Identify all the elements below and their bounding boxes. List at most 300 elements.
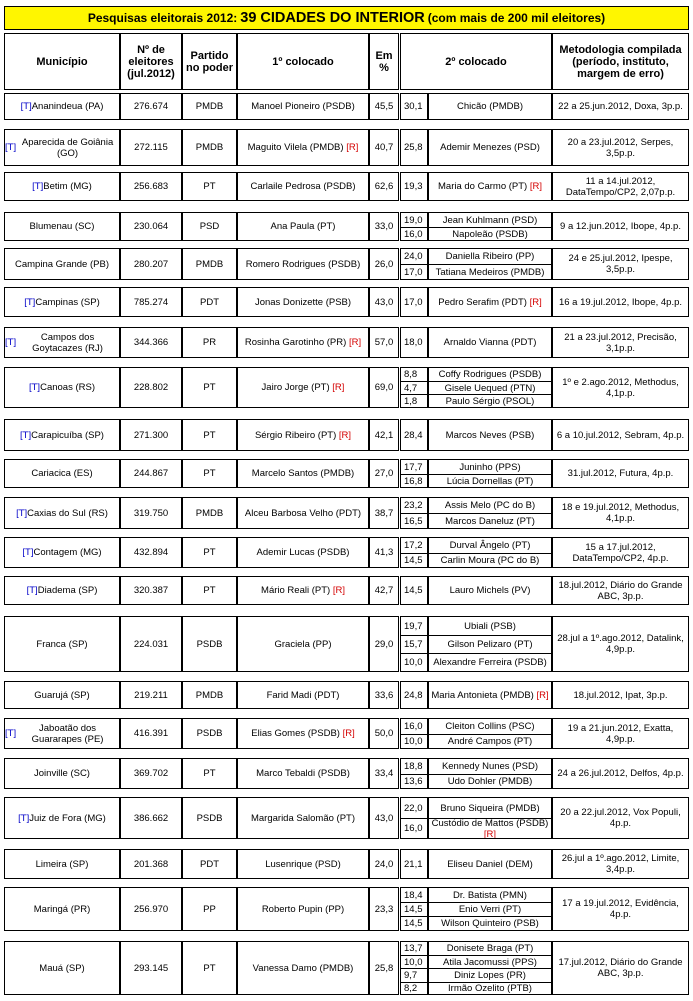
primeiro-text xyxy=(246,259,361,270)
municipio-name: Franca (SP) xyxy=(36,638,88,650)
cell-segundo-name xyxy=(428,419,552,451)
cell-segundo-pct: 15,7 xyxy=(400,635,428,654)
cell-primeiro xyxy=(237,248,369,280)
cell-partido: PSDB xyxy=(182,797,237,839)
cell-municipio xyxy=(4,576,120,605)
segundo-text xyxy=(445,721,534,732)
primeiro-name: Elias Gomes (PSDB) xyxy=(251,728,340,739)
cell-segundo-name xyxy=(428,887,552,903)
cell-segundo-name xyxy=(428,513,552,529)
segundo-text xyxy=(459,904,521,915)
cell-segundo-name xyxy=(428,758,552,775)
segundo-text xyxy=(442,761,538,772)
segundo-name: Arnaldo Vianna (PDT) xyxy=(443,337,537,348)
cell-segundo-pct: 13,7 xyxy=(400,941,428,956)
segundo-name: Daniella Ribeiro (PP) xyxy=(445,251,535,262)
segundo-name: Pedro Serafim (PDT) xyxy=(438,296,527,308)
cell-eleitores: 219.211 xyxy=(120,681,182,709)
primeiro-text xyxy=(245,508,361,519)
cell-segundo-pct: 8,8 xyxy=(400,367,428,382)
cell-municipio xyxy=(4,797,120,839)
municipio-tag: [T] xyxy=(5,142,17,153)
cell-primeiro xyxy=(237,941,369,995)
primeiro-text xyxy=(257,547,350,558)
cell-segundo-pct: 14,5 xyxy=(400,916,428,931)
municipio-name: Campinas (SP) xyxy=(35,296,100,308)
cell-segundo-pct: 28,4 xyxy=(400,419,428,451)
cell-segundo-name xyxy=(428,227,552,241)
cell-municipio xyxy=(4,497,120,529)
cell-municipio xyxy=(4,758,120,789)
cell-primeiro xyxy=(237,849,369,879)
cell-metodologia: 20 a 22.jul.2012, Vox Populi, 4p.p. xyxy=(552,797,689,839)
primeiro-name: Mário Reali (PT) xyxy=(261,585,331,596)
cell-pct: 43,0 xyxy=(369,287,399,317)
header-municipio: Município xyxy=(4,33,120,90)
segundo-name: Wilson Quinteiro (PSB) xyxy=(441,918,539,929)
cell-municipio xyxy=(4,459,120,488)
cell-primeiro xyxy=(237,419,369,451)
cell-segundo-name xyxy=(428,734,552,749)
segundo-name: André Campos (PT) xyxy=(447,736,533,747)
primeiro-name: Marcelo Santos (PMDB) xyxy=(251,468,355,479)
municipio-name: Campos dos Goytacazes (RJ) xyxy=(32,331,103,354)
segundo-name: Carlin Moura (PC do B) xyxy=(440,555,540,566)
cell-segundo-pct: 18,0 xyxy=(400,327,428,358)
segundo-text xyxy=(450,585,531,596)
reelection-tag: [R] xyxy=(338,429,352,441)
segundo-name: Ademir Menezes (PSD) xyxy=(440,142,540,153)
segundo-name: Coffy Rodrigues (PSDB) xyxy=(438,369,542,380)
cell-segundo-name xyxy=(428,576,552,605)
cell-primeiro xyxy=(237,797,369,839)
cell-primeiro xyxy=(237,718,369,749)
segundo-text xyxy=(464,621,516,632)
municipio-name: Betim (MG) xyxy=(43,181,92,192)
cell-segundo-pct: 21,1 xyxy=(400,849,428,879)
segundo-text xyxy=(453,890,527,901)
municipio-name: Diadema (SP) xyxy=(37,585,98,596)
cell-metodologia: 18.jul.2012, Diário do Grande ABC, 3p.p. xyxy=(552,576,689,605)
segundo-text xyxy=(436,267,545,278)
cell-metodologia: 22 a 25.jun.2012, Doxa, 3p.p. xyxy=(552,93,689,120)
cell-metodologia: 6 a 10.jul.2012, Sebram, 4p.p. xyxy=(552,419,689,451)
title-prefix: Pesquisas eleitorais 2012: xyxy=(87,11,238,25)
cell-pct: 33,0 xyxy=(369,212,399,241)
cell-segundo-pct: 10,0 xyxy=(400,955,428,969)
cell-partido: PT xyxy=(182,941,237,995)
cell-partido: PDT xyxy=(182,287,237,317)
reelection-tag: [R] xyxy=(332,585,345,596)
cell-municipio xyxy=(4,327,120,358)
municipio-tag: [T] xyxy=(5,337,17,348)
cell-segundo-pct: 16,0 xyxy=(400,227,428,241)
municipio-name: Campina Grande (PB) xyxy=(15,258,109,270)
segundo-name: Napoleão (PSDB) xyxy=(452,228,528,240)
segundo-text xyxy=(448,983,532,994)
cell-pct: 33,4 xyxy=(369,758,399,789)
cell-segundo-pct: 9,7 xyxy=(400,968,428,983)
cell-primeiro xyxy=(237,93,369,120)
primeiro-name: Ademir Lucas (PSDB) xyxy=(256,547,350,558)
cell-metodologia: 9 a 12.jun.2012, Ibope, 4p.p. xyxy=(552,212,689,241)
cell-partido: PP xyxy=(182,887,237,931)
segundo-name: Irmão Ozelito (PTB) xyxy=(448,983,532,994)
segundo-text xyxy=(433,657,547,668)
cell-metodologia: 31.jul.2012, Futura, 4p.p. xyxy=(552,459,689,488)
cell-segundo-name xyxy=(428,381,552,395)
cell-segundo-pct: 24,0 xyxy=(400,248,428,265)
segundo-text xyxy=(447,943,534,954)
title-highlight: 39 CIDADES DO INTERIOR xyxy=(240,10,425,26)
cell-pct: 42,7 xyxy=(369,576,399,605)
cell-primeiro xyxy=(237,327,369,358)
table-title xyxy=(4,6,689,30)
segundo-text xyxy=(441,555,540,566)
cell-segundo-name xyxy=(428,916,552,931)
segundo-text xyxy=(440,803,539,814)
cell-municipio xyxy=(4,941,120,995)
cell-municipio xyxy=(4,849,120,879)
segundo-name: Diniz Lopes (PR) xyxy=(454,970,526,981)
cell-segundo-name xyxy=(428,982,552,995)
segundo-text xyxy=(457,101,523,112)
cell-pct: 33,6 xyxy=(369,681,399,709)
segundo-text xyxy=(452,229,528,240)
cell-segundo-name xyxy=(428,537,552,554)
segundo-name: Lauro Michels (PV) xyxy=(449,585,531,596)
cell-segundo-name xyxy=(428,797,552,819)
cell-eleitores: 344.366 xyxy=(120,327,182,358)
cell-pct: 29,0 xyxy=(369,616,399,672)
cell-segundo-name xyxy=(428,172,552,201)
cell-eleitores: 369.702 xyxy=(120,758,182,789)
header-primeiro: 1º colocado xyxy=(237,33,369,90)
cell-partido: PSDB xyxy=(182,718,237,749)
cell-pct: 62,6 xyxy=(369,172,399,201)
municipio-name: Limeira (SP) xyxy=(35,858,89,870)
cell-eleitores: 271.300 xyxy=(120,419,182,451)
cell-municipio xyxy=(4,718,120,749)
segundo-text xyxy=(448,736,532,747)
municipio-tag: [T] xyxy=(5,728,17,739)
primeiro-name: Maguito Vilela (PMDB) xyxy=(247,142,344,153)
segundo-name: Lúcia Dornellas (PT) xyxy=(446,475,534,487)
reelection-tag: [R] xyxy=(332,382,345,393)
primeiro-text xyxy=(261,585,345,596)
municipio-name: Aparecida de Goiânia (GO) xyxy=(21,136,114,159)
primeiro-name: Sérgio Ribeiro (PT) xyxy=(254,429,337,441)
cell-segundo-name xyxy=(428,774,552,789)
cell-eleitores: 256.683 xyxy=(120,172,182,201)
segundo-text xyxy=(446,430,535,441)
cell-segundo-pct: 10,0 xyxy=(400,653,428,672)
segundo-text xyxy=(438,297,541,308)
cell-segundo-name xyxy=(428,459,552,475)
primeiro-text xyxy=(274,639,331,650)
primeiro-text xyxy=(251,101,355,112)
cell-segundo-pct: 8,2 xyxy=(400,982,428,995)
cell-eleitores: 319.750 xyxy=(120,497,182,529)
segundo-name: Ubiali (PSB) xyxy=(464,620,516,632)
segundo-name: Maria do Carmo (PT) xyxy=(438,181,528,192)
cell-partido: PDT xyxy=(182,849,237,879)
primeiro-text xyxy=(262,382,345,393)
cell-segundo-name xyxy=(428,718,552,735)
cell-primeiro xyxy=(237,497,369,529)
municipio-name: Jaboatão dos Guararapes (PE) xyxy=(31,722,104,745)
primeiro-text xyxy=(265,859,341,870)
cell-segundo-name xyxy=(428,287,552,317)
title-suffix: (com mais de 200 mil eleitores) xyxy=(427,11,606,25)
segundo-text xyxy=(446,251,535,262)
cell-municipio xyxy=(4,537,120,568)
cell-metodologia: 26.jul a 1º.ago.2012, Limite, 3,4p.p. xyxy=(552,849,689,879)
segundo-name: Jean Kuhlmann (PSD) xyxy=(442,214,538,226)
cell-partido: PMDB xyxy=(182,93,237,120)
cell-pct: 23,3 xyxy=(369,887,399,931)
segundo-text xyxy=(447,859,533,870)
cell-pct: 45,5 xyxy=(369,93,399,120)
cell-segundo-pct: 17,2 xyxy=(400,537,428,554)
cell-segundo-pct: 16,5 xyxy=(400,513,428,529)
municipio-name: Joinville (SC) xyxy=(34,768,90,779)
cell-primeiro xyxy=(237,537,369,568)
primeiro-text xyxy=(250,181,355,192)
cell-pct: 27,0 xyxy=(369,459,399,488)
municipio-name: Ananindeua (PA) xyxy=(31,101,104,112)
cell-primeiro xyxy=(237,681,369,709)
cell-segundo-name xyxy=(428,93,552,120)
cell-segundo-pct: 1,8 xyxy=(400,394,428,408)
primeiro-name: Farid Madi (PDT) xyxy=(266,689,340,701)
municipio-tag: [T] xyxy=(22,547,34,558)
primeiro-text xyxy=(251,728,354,739)
cell-primeiro xyxy=(237,212,369,241)
cell-municipio xyxy=(4,681,120,709)
cell-metodologia: 20 a 23.jul.2012, Serpes, 3,5p.p. xyxy=(552,129,689,166)
cell-partido: PT xyxy=(182,537,237,568)
municipio-tag: [T] xyxy=(20,429,32,441)
segundo-name: Udo Dohler (PMDB) xyxy=(447,776,533,787)
segundo-text xyxy=(448,639,533,650)
cell-municipio xyxy=(4,93,120,120)
segundo-name: Maria Antonieta (PMDB) xyxy=(431,689,534,701)
segundo-name: Gilson Pelizaro (PT) xyxy=(447,639,533,650)
segundo-name: Kennedy Nunes (PSD) xyxy=(441,761,539,772)
segundo-name: Gisele Uequed (PTN) xyxy=(444,382,536,394)
cell-eleitores: 244.867 xyxy=(120,459,182,488)
cell-eleitores: 228.802 xyxy=(120,367,182,408)
segundo-name: Donisete Braga (PT) xyxy=(446,943,534,954)
segundo-name: Paulo Sérgio (PSOL) xyxy=(445,395,535,407)
segundo-name: Atila Jacomussi (PPS) xyxy=(443,956,537,968)
municipio-name: Caxias do Sul (RS) xyxy=(27,507,108,519)
cell-municipio xyxy=(4,419,120,451)
cell-segundo-pct: 19,0 xyxy=(400,212,428,228)
cell-municipio xyxy=(4,172,120,201)
reelection-tag: [R] xyxy=(529,296,542,308)
municipio-name: Blumenau (SC) xyxy=(29,221,95,232)
primeiro-text xyxy=(255,297,351,308)
primeiro-name: Rosinha Garotinho (PR) xyxy=(244,337,347,348)
cell-partido: PT xyxy=(182,367,237,408)
municipio-name: Mauá (SP) xyxy=(39,962,85,974)
cell-primeiro xyxy=(237,887,369,931)
cell-segundo-pct: 16,0 xyxy=(400,718,428,735)
reelection-tag: [R] xyxy=(536,689,549,701)
segundo-name: Eliseu Daniel (DEM) xyxy=(447,858,533,870)
cell-partido: PSDB xyxy=(182,616,237,672)
municipio-tag: [T] xyxy=(26,585,38,596)
cell-primeiro xyxy=(237,367,369,408)
cell-pct: 26,0 xyxy=(369,248,399,280)
municipio-name: Cariacica (ES) xyxy=(31,468,93,479)
primeiro-name: Marco Tebaldi (PSDB) xyxy=(256,768,350,779)
primeiro-text xyxy=(256,768,350,779)
cell-eleitores: 272.115 xyxy=(120,129,182,166)
cell-pct: 24,0 xyxy=(369,849,399,879)
cell-eleitores: 320.387 xyxy=(120,576,182,605)
cell-eleitores: 386.662 xyxy=(120,797,182,839)
cell-segundo-pct: 30,1 xyxy=(400,93,428,120)
segundo-text xyxy=(429,818,551,839)
segundo-text xyxy=(448,776,532,787)
cell-eleitores: 201.368 xyxy=(120,849,182,879)
municipio-tag: [T] xyxy=(28,382,41,393)
primeiro-text xyxy=(251,813,355,824)
cell-metodologia: 18.jul.2012, Ipat, 3p.p. xyxy=(552,681,689,709)
segundo-text xyxy=(444,337,537,348)
primeiro-text xyxy=(245,337,361,348)
segundo-name: Enio Verri (PT) xyxy=(458,904,522,915)
cell-segundo-name xyxy=(428,616,552,636)
segundo-name: Assis Melo (PC do B) xyxy=(444,500,536,511)
cell-eleitores: 230.064 xyxy=(120,212,182,241)
header-em-pct: Em % xyxy=(369,33,399,90)
segundo-text xyxy=(441,918,539,929)
cell-segundo-pct: 18,8 xyxy=(400,758,428,775)
cell-segundo-pct: 17,0 xyxy=(400,264,428,280)
cell-pct: 43,0 xyxy=(369,797,399,839)
cell-segundo-pct: 14,5 xyxy=(400,902,428,917)
cell-metodologia: 21 a 23.jul.2012, Precisão, 3,1p.p. xyxy=(552,327,689,358)
cell-metodologia: 24 e 25.jul.2012, Ipespe, 3,5p.p. xyxy=(552,248,689,280)
cell-segundo-name xyxy=(428,129,552,166)
segundo-name: Juninho (PPS) xyxy=(459,461,521,473)
municipio-tag: [T] xyxy=(32,181,44,192)
cell-segundo-name xyxy=(428,653,552,672)
reelection-tag: [R] xyxy=(483,828,497,839)
cell-segundo-pct: 19,7 xyxy=(400,616,428,636)
municipio-tag: [T] xyxy=(18,812,30,824)
primeiro-name: Roberto Pupin (PP) xyxy=(261,903,345,915)
cell-segundo-name xyxy=(428,367,552,382)
municipio-name: Maringá (PR) xyxy=(33,903,91,915)
cell-municipio xyxy=(4,212,120,241)
segundo-name: Durval Ângelo (PT) xyxy=(449,540,531,551)
cell-segundo-name xyxy=(428,248,552,265)
cell-segundo-pct: 24,8 xyxy=(400,681,428,709)
cell-pct: 38,7 xyxy=(369,497,399,529)
cell-pct: 69,0 xyxy=(369,367,399,408)
primeiro-name: Graciela (PP) xyxy=(274,638,332,650)
cell-partido: PSD xyxy=(182,212,237,241)
cell-eleitores: 432.894 xyxy=(120,537,182,568)
cell-segundo-pct: 25,8 xyxy=(400,129,428,166)
cell-segundo-name xyxy=(428,497,552,514)
cell-primeiro xyxy=(237,172,369,201)
segundo-text xyxy=(443,215,538,226)
segundo-text xyxy=(446,396,535,407)
cell-pct: 25,8 xyxy=(369,941,399,995)
cell-segundo-name xyxy=(428,968,552,983)
cell-segundo-pct: 13,6 xyxy=(400,774,428,789)
primeiro-name: Lusenrique (PSD) xyxy=(265,858,341,870)
cell-segundo-pct: 17,0 xyxy=(400,287,428,317)
cell-eleitores: 256.970 xyxy=(120,887,182,931)
cell-metodologia: 18 e 19.jul.2012, Methodus, 4,1p.p. xyxy=(552,497,689,529)
cell-segundo-pct: 16,8 xyxy=(400,474,428,488)
primeiro-name: Jonas Donizette (PSB) xyxy=(254,296,352,308)
cell-pct: 57,0 xyxy=(369,327,399,358)
primeiro-text xyxy=(248,142,359,153)
primeiro-name: Alceu Barbosa Velho (PDT) xyxy=(244,507,362,519)
cell-metodologia: 28.jul a 1º.ago.2012, Datalink, 4,9p.p. xyxy=(552,616,689,672)
cell-partido: PT xyxy=(182,758,237,789)
cell-segundo-pct: 22,0 xyxy=(400,797,428,819)
header-metodologia: Metodologia compilada (período, instituto, margem de erro) xyxy=(552,33,689,90)
header-partido: Partido no poder xyxy=(182,33,237,90)
cell-partido: PT xyxy=(182,172,237,201)
cell-partido: PT xyxy=(182,419,237,451)
segundo-text xyxy=(447,476,534,487)
primeiro-text xyxy=(271,221,336,232)
segundo-text xyxy=(431,690,548,701)
cell-segundo-pct: 18,4 xyxy=(400,887,428,903)
primeiro-text xyxy=(252,468,354,479)
cell-municipio xyxy=(4,616,120,672)
cell-segundo-name xyxy=(428,941,552,956)
primeiro-text xyxy=(262,904,344,915)
cell-segundo-pct: 4,7 xyxy=(400,381,428,395)
cell-partido: PMDB xyxy=(182,129,237,166)
segundo-text xyxy=(443,957,537,968)
cell-segundo-pct: 19,3 xyxy=(400,172,428,201)
cell-segundo-pct: 23,2 xyxy=(400,497,428,514)
cell-primeiro xyxy=(237,576,369,605)
segundo-name: Marcos Neves (PSB) xyxy=(445,429,535,441)
cell-partido: PMDB xyxy=(182,681,237,709)
municipio-name: Canoas (RS) xyxy=(40,382,95,393)
cell-municipio xyxy=(4,129,120,166)
cell-segundo-name xyxy=(428,327,552,358)
municipio-name: Carapicuíba (SP) xyxy=(31,429,104,441)
segundo-text xyxy=(445,383,536,394)
header-eleitores: Nº de eleitores (jul.2012) xyxy=(120,33,182,90)
cell-segundo-name xyxy=(428,264,552,280)
segundo-text xyxy=(445,500,535,511)
segundo-text xyxy=(450,540,531,551)
cell-municipio xyxy=(4,287,120,317)
cell-primeiro xyxy=(237,287,369,317)
cell-primeiro xyxy=(237,758,369,789)
municipio-name: Contagem (MG) xyxy=(33,547,102,558)
segundo-text xyxy=(459,462,520,473)
segundo-name: Alexandre Ferreira (PSDB) xyxy=(433,657,547,668)
municipio-tag: [T] xyxy=(16,507,28,519)
municipio-tag: [T] xyxy=(20,101,32,112)
